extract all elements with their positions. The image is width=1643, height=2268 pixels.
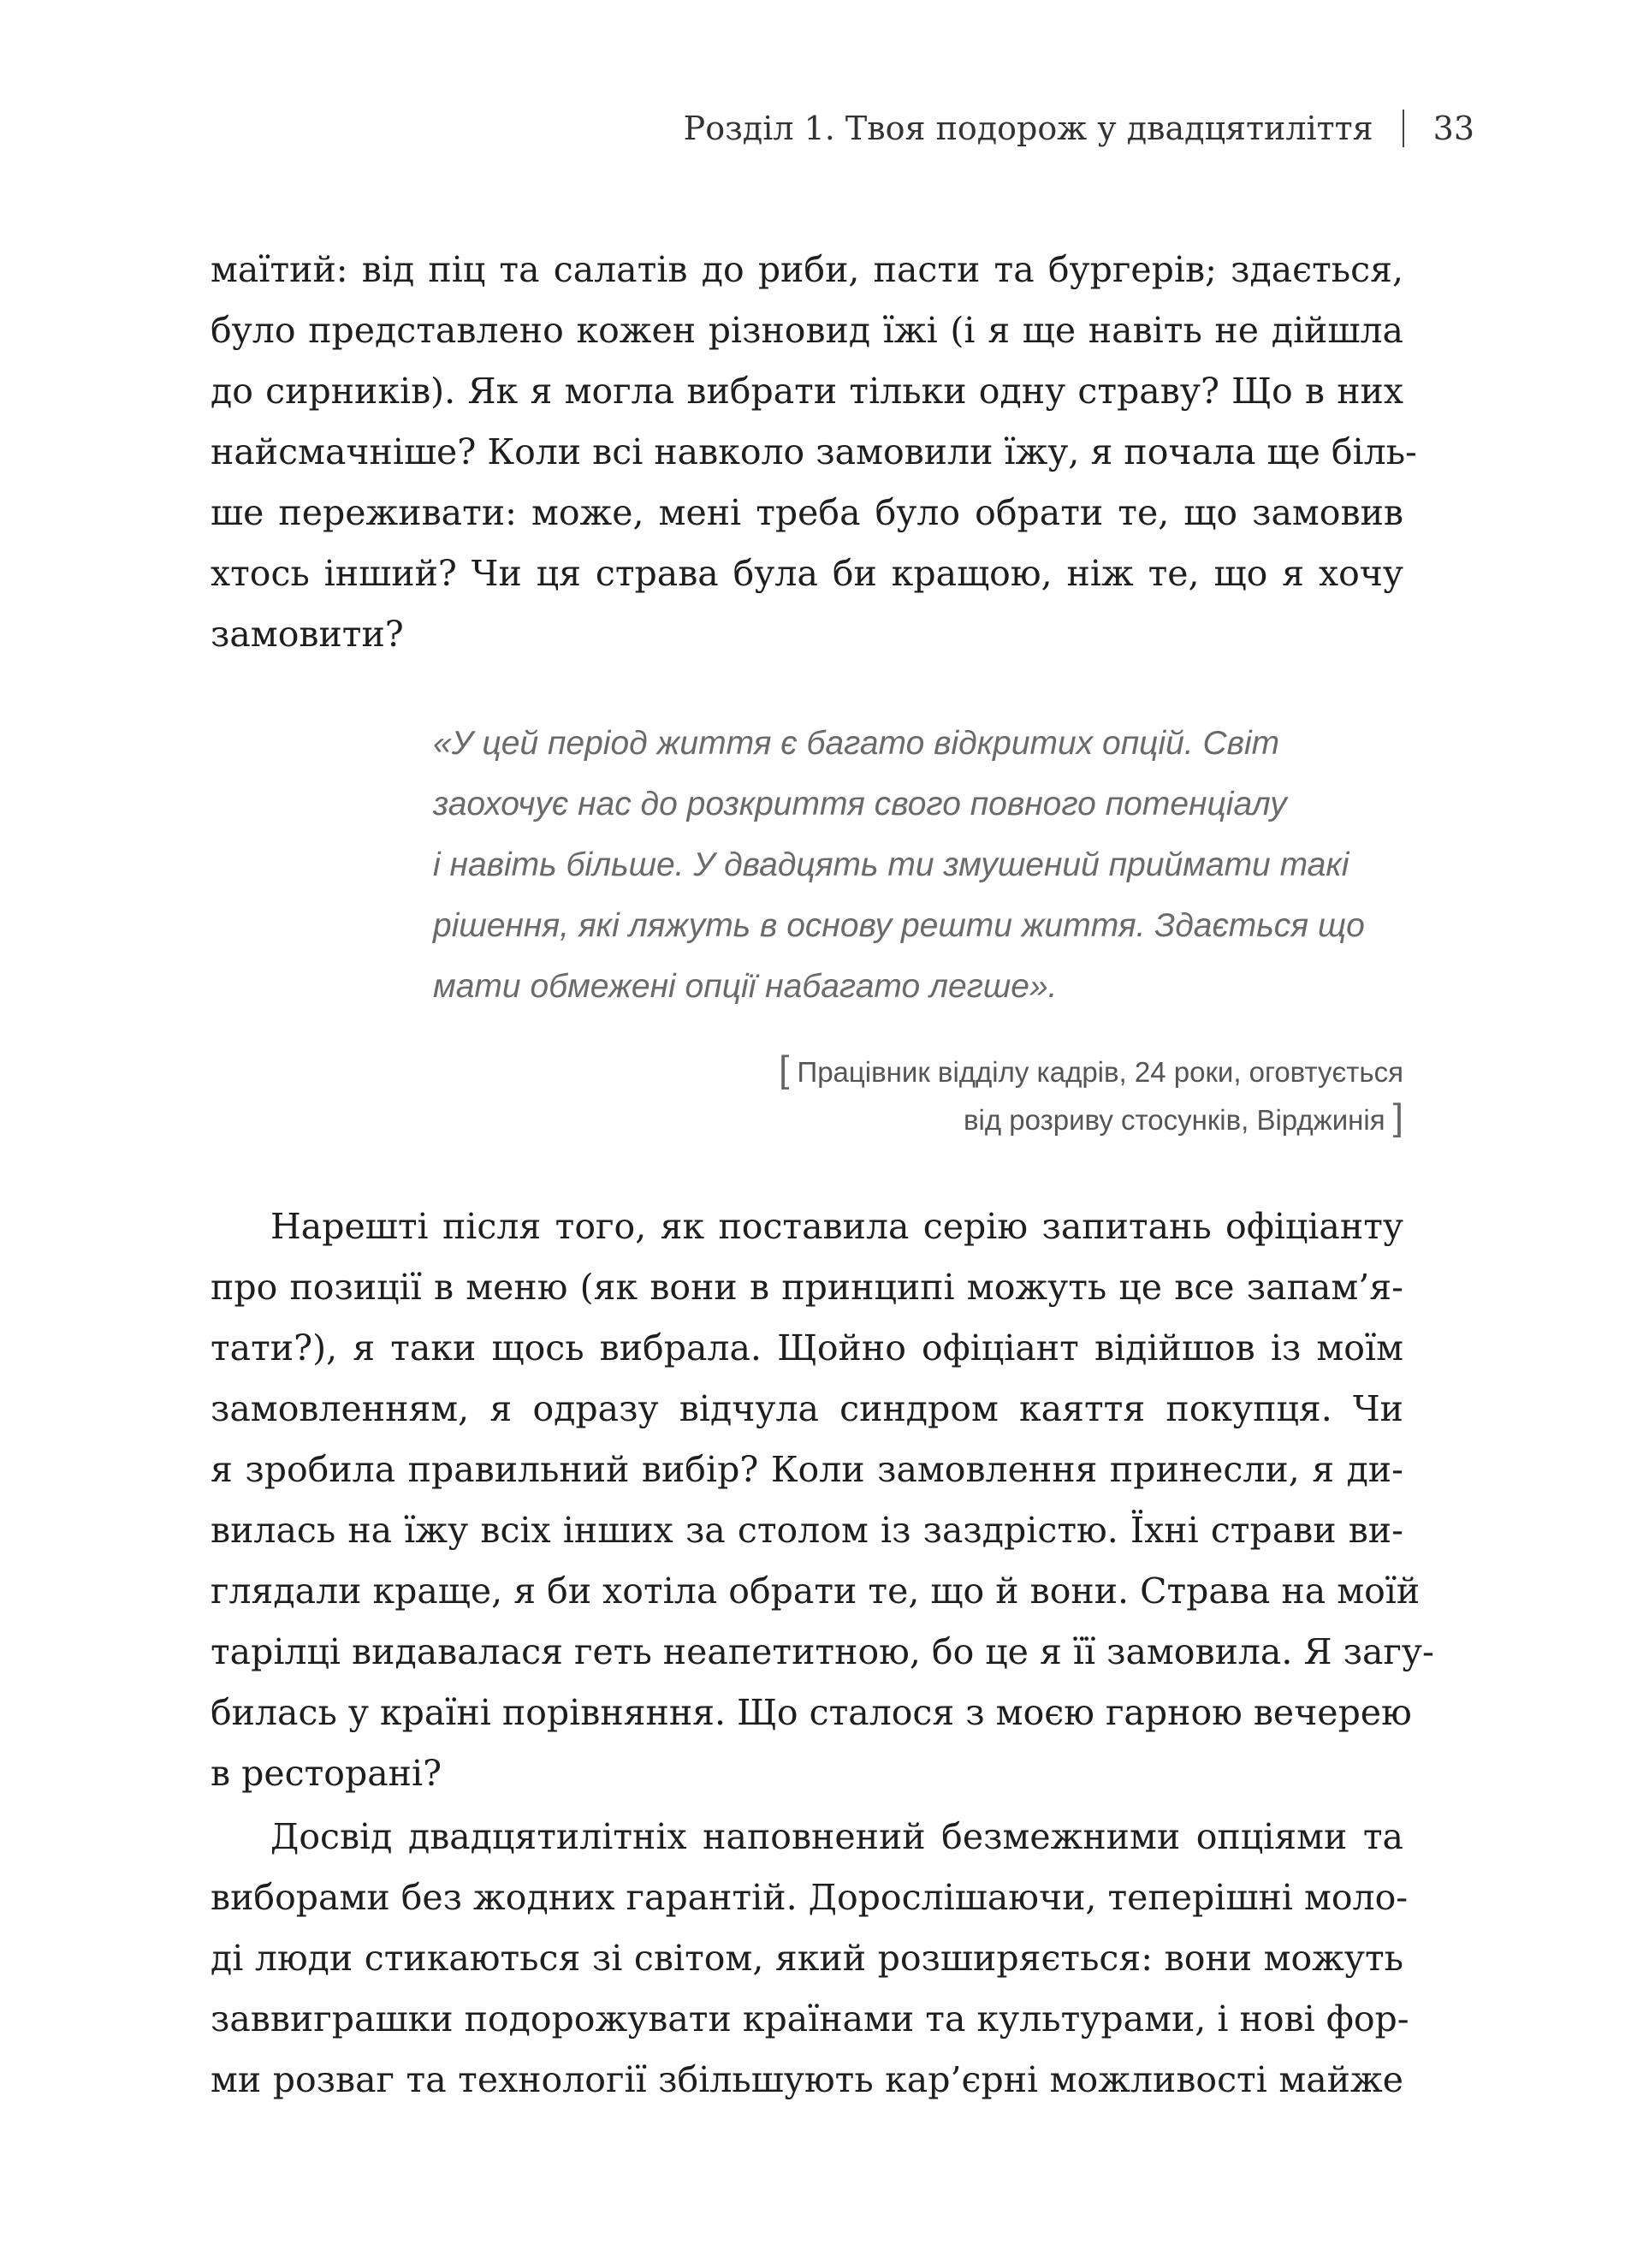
text-line: ми розваг та технології збільшують кар’єрні можливості майже: [211, 2059, 1403, 2100]
text-line: тати?), я таки щось вибрала. Щойно офіціант відійшов із моїм: [211, 1327, 1403, 1369]
quote-line: рішення, які ляжуть в основу решти життя. Здається що: [433, 907, 1365, 944]
text-line: вилась на їжу всіх інших за столом із заздрістю. Їхні страви ви-: [211, 1510, 1403, 1551]
quote-line: мати обмежені опції набагато легше».: [433, 968, 1058, 1005]
paragraph-2: [211, 1196, 1434, 1804]
text-line: маїтий: від піц та салатів до риби, пасти та бургерів; здається,: [211, 249, 1403, 290]
text-line: хтось інший? Чи ця страва була би кращою, ніж те, що я хочу: [211, 553, 1403, 594]
text-line: про позиції в меню (як вони в принципі можуть це все запам’я-: [211, 1267, 1403, 1308]
text-line: до сирників). Як я могла вибрати тільки одну страву? Що в них: [211, 371, 1403, 412]
text-line: заввиграшки подорожувати країнами та культурами, і нові фор-: [211, 1998, 1409, 2039]
paragraph-1: [211, 240, 1417, 665]
text-line: тарілці видавалася геть неапетитною, бо це я її замовила. Я загу-: [211, 1631, 1434, 1672]
attribution-line: від розриву стосунків, Вірджинія: [963, 1104, 1385, 1136]
text-line: в ресторані?: [211, 1753, 442, 1794]
text-line: глядали краще, я би хотіла обрати те, що й вони. Страва на моїй: [211, 1570, 1421, 1612]
quote-attribution: [779, 1046, 1403, 1142]
close-bracket: ]: [1392, 1096, 1403, 1138]
quote-line: заохочує нас до розкриття свого повного потенціалу: [433, 786, 1287, 822]
paragraph-3: [211, 1807, 1409, 2111]
quote-line: і навіть більше. У двадцять ти змушений приймати такі: [433, 846, 1349, 883]
pull-quote: [433, 713, 1403, 1017]
text-line: замовити?: [211, 614, 404, 655]
text-line: виборами без жодних гарантій. Дорослішаючи, теперішні моло-: [211, 1877, 1409, 1918]
header-divider: [1403, 110, 1404, 147]
text-line: Нарешті після того, як поставила серію запитань офіціанту: [270, 1206, 1403, 1247]
text-line: я зробила правильний вибір? Коли замовлення принесли, я ди-: [211, 1449, 1403, 1490]
running-header: [684, 110, 1474, 147]
quote-line: «У цей період життя є багато відкритих опцій. Світ: [433, 725, 1280, 762]
text-line: найсмачніше? Коли всі навколо замовили їжу, я почала ще біль-: [211, 431, 1417, 472]
text-line: билась у країні порівняння. Що сталося з моєю гарною вечерею: [211, 1692, 1412, 1733]
open-bracket: [: [779, 1048, 790, 1090]
text-line: ді люди стикаються зі світом, який розширяється: вони можуть: [211, 1938, 1403, 1979]
text-line: було представлено кожен різновид їжі (і я ще навіть не дійшла: [211, 310, 1403, 351]
chapter-title: Розділ 1. Твоя подорож у двадцятиліття: [683, 110, 1373, 147]
attribution-line: Працівник відділу кадрів, 24 роки, оговтується: [797, 1056, 1403, 1088]
text-line: замовленням, я одразу відчула синдром каяття покупця. Чи: [211, 1388, 1403, 1429]
text-line: Досвід двадцятилітніх наповнений безмежними опціями та: [270, 1816, 1403, 1857]
page-number: 33: [1432, 110, 1474, 147]
text-line: ше переживати: може, мені треба було обрати те, що замовив: [211, 492, 1403, 533]
